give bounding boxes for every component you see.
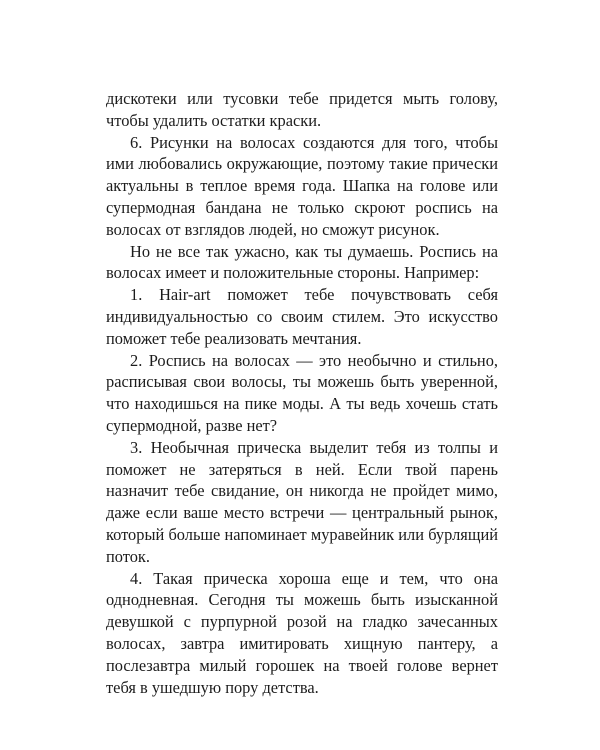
paragraph-item-1: 1. Hair-art поможет тебе почувствовать себя индивидуальностью со своим стилем. Это искусство поможет тебе реализовать мечтания.	[106, 285, 498, 348]
body-text	[106, 88, 498, 698]
paragraph-item-6: 6. Рисунки на волосах создаются для того, чтобы ими любовались окружающие, поэтому такие прически актуальны в теплое время года. Шапка на голове или супермодная бандана не только скроют роспись на волосах от взглядов людей, но сможут рисунок.	[106, 132, 498, 239]
paragraph-item-2: 2. Роспись на волосах — это необычно и стильно, расписывая свои волосы, ты можешь быть уверенной, что находишься на пике моды. А ты ведь хочешь стать супермодной, разве нет?	[106, 350, 498, 435]
paragraph-item-3: 3. Необычная прическа выделит тебя из толпы и поможет не затеряться в ней. Если твой парень назначит тебе свидание, он никогда не пройдет мимо, даже если ваше место встречи — центральный рынок, который больше напоминает муравейник или бурлящий поток.	[106, 437, 498, 566]
paragraph-item-4: 4. Такая прическа хороша еще и тем, что она однодневная. Сегодня ты можешь быть изысканной девушкой с пурпурной розой на гладко зачесанных волосах, завтра имитировать хищную пантеру, а послезавтра милый горошек на твоей голове вернет тебя в ушедшую пору детства.	[106, 568, 498, 697]
paragraph-continuation: дискотеки или тусовки тебе придется мыть голову, чтобы удалить остатки краски.	[106, 89, 498, 130]
paragraph-intro-positive: Но не все так ужасно, как ты думаешь. Роспись на волосах имеет и положительные стороны. Например:	[106, 241, 498, 283]
